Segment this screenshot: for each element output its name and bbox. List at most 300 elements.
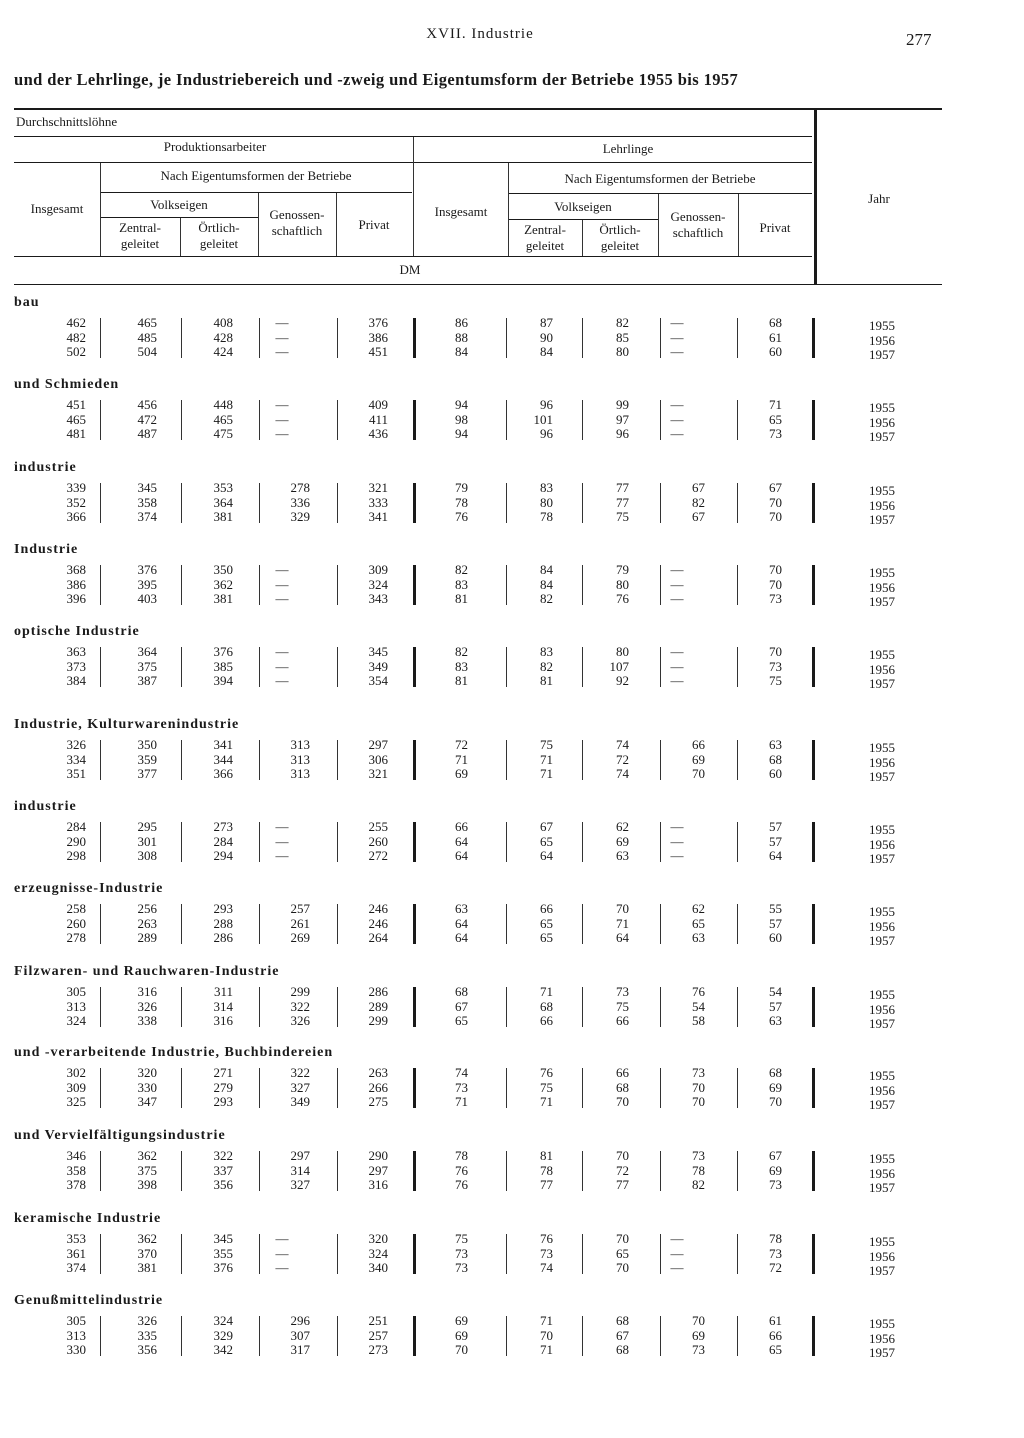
value: 57 [769,833,782,849]
value: 63 [692,930,705,946]
cell-genossen [260,645,310,689]
value: 375 [137,658,157,674]
column-divider [337,400,338,440]
year-label: 1957 [869,933,895,949]
value: 72 [769,1260,782,1276]
cell-lehr-privat [732,820,782,864]
cell-genossen [260,1232,310,1276]
value: 71 [455,1094,468,1110]
table-title: und der Lehrlinge, je Industriebereich und -zweig und Eigentumsform der Betriebe 1955 bis 1957 [14,70,739,89]
value: 502 [66,344,86,360]
cell-lehr-zentral [503,1232,553,1276]
value: 65 [769,1342,782,1358]
cell-privat [338,902,388,946]
column-divider [413,1068,416,1108]
cell-lehr-privat [732,985,782,1029]
column-divider [660,904,661,944]
column-divider [737,740,738,780]
column-divider [506,1316,507,1356]
value: — [670,673,684,689]
value: 302 [66,1065,86,1080]
value: — [275,1231,289,1246]
value: 355 [213,1245,233,1261]
cell-zentral [107,1066,157,1110]
column-divider [582,565,583,605]
cell-lehr-insgesamt [418,316,468,360]
value: 65 [540,833,553,849]
value: 73 [455,1079,468,1095]
column-divider [259,647,260,687]
cell-lehr-insgesamt [418,902,468,946]
value: 278 [66,930,86,946]
value: 90 [540,329,553,345]
column-divider [660,822,661,862]
year-column [852,566,912,610]
value: 350 [137,737,157,752]
cell-lehr-insgesamt [418,645,468,689]
value: 322 [290,1065,310,1080]
value: — [670,397,684,412]
value: 260 [66,915,86,931]
value: 75 [455,1231,468,1246]
value: 321 [368,766,388,782]
value: 71 [540,766,553,782]
cell-genossen [260,481,310,525]
column-divider [413,565,416,605]
value: 54 [692,998,705,1014]
value: 386 [368,329,388,345]
value: 82 [455,562,468,577]
column-divider [506,904,507,944]
rule-h4a [100,217,258,218]
cell-lehr-oertlich [579,645,629,689]
year-label: 1956 [869,661,895,677]
value: — [670,1245,684,1261]
value: 76 [540,1065,553,1080]
cell-lehr-genossen [655,985,705,1029]
value: 347 [137,1094,157,1110]
value: 271 [213,1065,233,1080]
value: 82 [692,494,705,510]
value: 79 [455,480,468,495]
column-divider [737,318,738,358]
column-divider [337,1151,338,1191]
column-divider [100,483,101,523]
value: 314 [213,998,233,1014]
year-label: 1955 [869,400,895,415]
column-divider [181,1068,182,1108]
value: 308 [137,848,157,864]
value: 376 [213,644,233,659]
value: 377 [137,766,157,782]
rule-h5 [14,256,812,257]
header-jahr: Jahr [868,191,890,206]
year-label: 1956 [869,414,895,430]
cell-lehr-insgesamt [418,1149,468,1193]
header-privat-1: Privat [358,217,390,232]
value: 370 [137,1245,157,1261]
cell-lehr-zentral [503,985,553,1029]
cell-zentral [107,398,157,442]
value: 329 [290,509,310,525]
value: 273 [213,819,233,834]
value: 335 [137,1327,157,1343]
column-divider [337,822,338,862]
section-name: erzeugnisse-Industrie [14,881,164,896]
cell-oertlich [183,902,233,946]
value: 67 [540,819,553,834]
column-divider [100,318,101,358]
value: — [670,344,684,360]
cell-lehr-insgesamt [418,481,468,525]
column-divider [812,647,815,687]
column-divider [413,987,416,1027]
value: 269 [290,930,310,946]
year-label: 1956 [869,579,895,595]
cell-privat [338,820,388,864]
column-divider [181,318,182,358]
value: 288 [213,915,233,931]
year-label: 1956 [869,1248,895,1264]
value: 70 [540,1327,553,1343]
value: 68 [616,1342,629,1358]
year-label: 1956 [869,1165,895,1181]
cell-lehr-privat [732,563,782,607]
value: 65 [540,930,553,946]
year-label: 1956 [869,918,895,934]
value: 487 [137,426,157,442]
header-zentral-2: Zentral- geleitet [524,222,566,253]
value: 70 [692,766,705,782]
value: — [275,848,289,864]
value: 77 [616,480,629,495]
value: 358 [137,494,157,510]
column-divider [413,1316,416,1356]
value: 63 [455,901,468,916]
column-divider [259,400,260,440]
column-divider [259,1234,260,1274]
value: 326 [137,1313,157,1328]
year-column [852,988,912,1032]
value: — [670,658,684,674]
column-divider [582,400,583,440]
column-divider [582,1068,583,1108]
value: 73 [692,1065,705,1080]
cell-lehr-genossen [655,820,705,864]
value: — [670,819,684,834]
cell-lehr-genossen [655,1066,705,1110]
value: 409 [368,397,388,412]
value: 72 [616,1162,629,1178]
value: — [275,833,289,849]
value: 55 [769,901,782,916]
cell-oertlich [183,738,233,782]
value: 353 [66,1231,86,1246]
cell-oertlich [183,1066,233,1110]
page-number: 277 [906,30,932,49]
column-divider [100,987,101,1027]
value: 290 [66,833,86,849]
column-divider [812,1068,815,1108]
value: 314 [290,1162,310,1178]
value: 73 [692,1342,705,1358]
year-column [852,648,912,692]
value: 403 [137,591,157,607]
year-label: 1956 [869,836,895,852]
value: 68 [769,315,782,330]
column-divider [812,1316,815,1356]
column-divider [737,987,738,1027]
column-divider [259,483,260,523]
column-divider [259,565,260,605]
cell-lehr-zentral [503,1149,553,1193]
column-divider [259,1068,260,1108]
cell-lehr-genossen [655,1149,705,1193]
value: — [275,411,289,427]
value: 71 [540,984,553,999]
value: 374 [137,509,157,525]
value: — [670,833,684,849]
column-divider [737,904,738,944]
cell-privat [338,563,388,607]
column-divider [812,822,815,862]
column-divider [100,1068,101,1108]
value: 326 [290,1013,310,1029]
cell-lehr-privat [732,1066,782,1110]
value: 64 [455,833,468,849]
value: 278 [290,480,310,495]
year-column [852,905,912,949]
value: 448 [213,397,233,412]
cell-privat [338,1232,388,1276]
cell-lehr-zentral [503,1066,553,1110]
cell-privat [338,985,388,1029]
section-name: Genußmittelindustrie [14,1293,164,1308]
value: 255 [368,819,388,834]
year-label: 1956 [869,332,895,348]
year-label: 1955 [869,565,895,580]
value: 77 [616,494,629,510]
rule-bottom [14,284,942,285]
column-divider [413,400,416,440]
value: 320 [137,1065,157,1080]
value: 257 [368,1327,388,1343]
cell-oertlich [183,563,233,607]
year-label: 1957 [869,1097,895,1113]
value: 354 [368,673,388,689]
column-divider [259,740,260,780]
value: 73 [692,1148,705,1163]
value: 94 [455,426,468,442]
column-divider [413,647,416,687]
header-produktionsarbeiter: Produktionsarbeiter [163,139,267,154]
cell-lehr-genossen [655,481,705,525]
value: 70 [616,1094,629,1110]
value: 309 [66,1079,86,1095]
value: 359 [137,751,157,767]
column-divider [506,1151,507,1191]
cell-lehr-oertlich [579,481,629,525]
year-label: 1956 [869,1082,895,1098]
value: 97 [616,411,629,427]
cell-lehr-oertlich [579,398,629,442]
value: 351 [66,766,86,782]
value: 73 [769,426,782,442]
value: 80 [616,644,629,659]
cell-lehr-oertlich [579,820,629,864]
value: 71 [540,751,553,767]
cell-privat [338,1066,388,1110]
column-divider [812,565,815,605]
value: 82 [616,315,629,330]
year-column [852,1317,912,1361]
value: 465 [66,411,86,427]
value: 68 [769,1065,782,1080]
value: — [275,644,289,659]
value: — [275,576,289,592]
column-divider [100,822,101,862]
cell-zentral [107,902,157,946]
cell-lehr-privat [732,481,782,525]
value: 361 [66,1245,86,1261]
cell-lehr-insgesamt [418,1066,468,1110]
value: 376 [137,562,157,577]
value: 98 [455,411,468,427]
column-divider [100,1316,101,1356]
value: 96 [540,426,553,442]
header-vline-lehr [413,137,414,256]
value: 456 [137,397,157,412]
column-divider [812,1234,815,1274]
value: 96 [540,397,553,412]
cell-lehr-genossen [655,1314,705,1358]
value: 316 [137,984,157,999]
value: 297 [290,1148,310,1163]
value: 325 [66,1094,86,1110]
value: 87 [540,315,553,330]
column-divider [660,987,661,1027]
value: 334 [66,751,86,767]
column-divider [582,1316,583,1356]
value: 385 [213,658,233,674]
column-divider [506,740,507,780]
rule-h4b [508,219,658,220]
value: 66 [769,1327,782,1343]
value: 376 [368,315,388,330]
cell-lehr-genossen [655,398,705,442]
value: 67 [769,1148,782,1163]
value: 69 [769,1162,782,1178]
column-divider [181,904,182,944]
cell-genossen [260,738,310,782]
header-oertlich-1: Örtlich- geleitet [198,220,240,251]
value: 295 [137,819,157,834]
section-name: Industrie [14,542,79,557]
cell-insgesamt [36,1232,86,1276]
value: 373 [66,658,86,674]
column-divider [181,1151,182,1191]
column-divider [337,565,338,605]
value: 67 [692,480,705,495]
value: — [670,329,684,345]
value: — [275,329,289,345]
value: 62 [692,901,705,916]
value: 246 [368,915,388,931]
cell-zentral [107,645,157,689]
value: 343 [368,591,388,607]
column-divider [582,483,583,523]
value: 246 [368,901,388,916]
cell-insgesamt [36,481,86,525]
cell-insgesamt [36,398,86,442]
cell-lehr-insgesamt [418,1314,468,1358]
column-divider [660,565,661,605]
value: 316 [213,1013,233,1029]
value: 297 [368,1162,388,1178]
value: 352 [66,494,86,510]
cell-oertlich [183,316,233,360]
value: 71 [540,1094,553,1110]
year-label: 1955 [869,822,895,837]
cell-insgesamt [36,1149,86,1193]
value: 374 [66,1260,86,1276]
cell-zentral [107,738,157,782]
column-divider [181,483,182,523]
value: 504 [137,344,157,360]
value: 299 [368,1013,388,1029]
column-divider [100,1151,101,1191]
value: 70 [616,1260,629,1276]
value: 356 [213,1177,233,1193]
column-divider [100,740,101,780]
value: 57 [769,915,782,931]
value: 349 [368,658,388,674]
value: 64 [455,848,468,864]
value: 61 [769,1313,782,1328]
value: 336 [290,494,310,510]
value: — [275,397,289,412]
column-divider [337,647,338,687]
column-divider [337,740,338,780]
cell-privat [338,1149,388,1193]
cell-genossen [260,563,310,607]
value: 362 [213,576,233,592]
value: 301 [137,833,157,849]
value: 286 [213,930,233,946]
value: 362 [137,1231,157,1246]
column-divider [259,822,260,862]
value: 69 [455,1327,468,1343]
value: 395 [137,576,157,592]
cell-privat [338,738,388,782]
value: 298 [66,848,86,864]
value: 338 [137,1013,157,1029]
cell-insgesamt [36,316,86,360]
value: 364 [137,644,157,659]
column-divider [506,1068,507,1108]
header-volkseigen-2: Volkseigen [554,199,612,214]
value: 286 [368,984,388,999]
section-name: Filzwaren- und Rauchwaren-Industrie [14,964,280,979]
value: 76 [540,1231,553,1246]
value: 289 [368,998,388,1014]
value: 74 [616,766,629,782]
value: 475 [213,426,233,442]
year-label: 1955 [869,740,895,755]
value: 376 [213,1260,233,1276]
column-divider [812,904,815,944]
cell-lehr-zentral [503,645,553,689]
